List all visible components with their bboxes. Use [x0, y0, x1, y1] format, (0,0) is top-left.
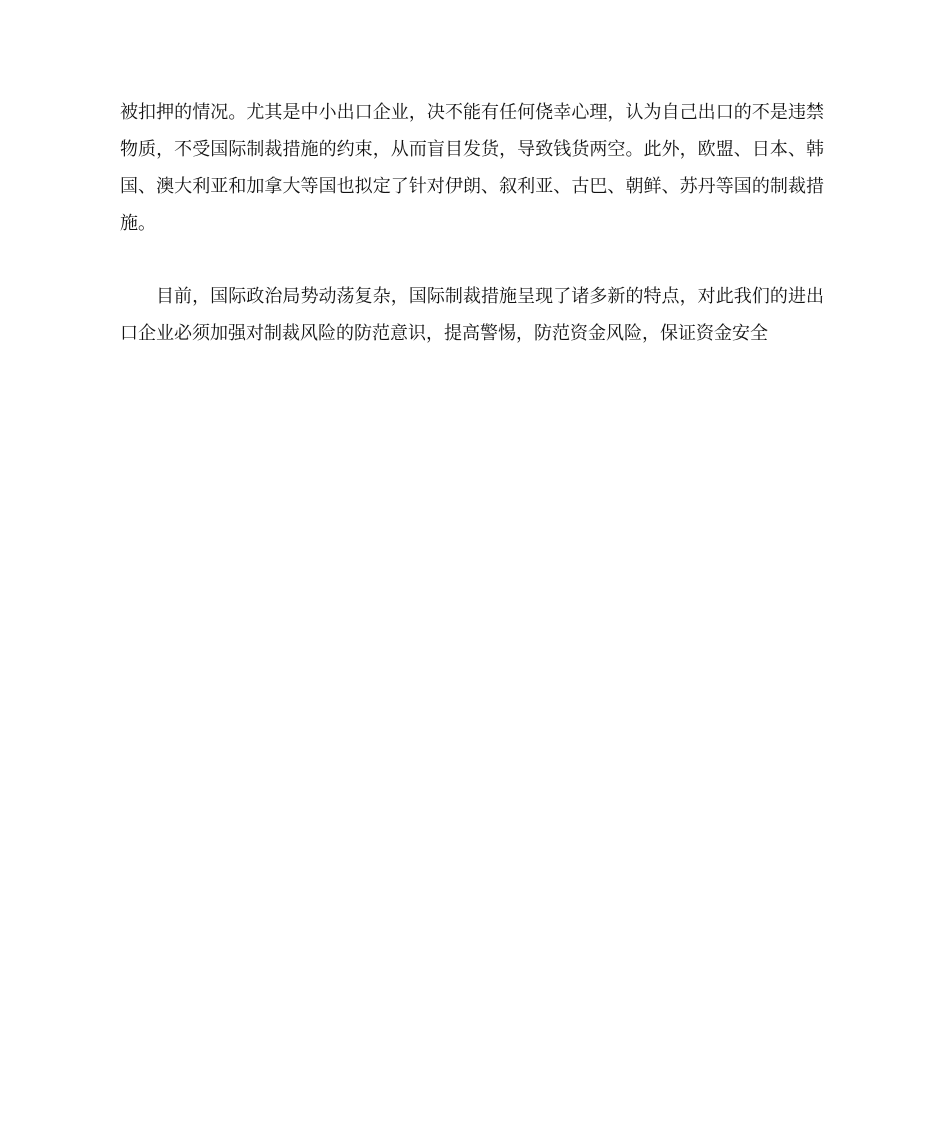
paragraph-conclusion: 目前，国际政治局势动荡复杂，国际制裁措施呈现了诸多新的特点，对此我们的进出口企业必须加强对制裁风险的防范意识，提高警惕，防范资金风险，保证资金安全: [120, 286, 824, 344]
paragraph-continuation: 被扣押的情况。尤其是中小出口企业，决不能有任何侥幸心理，认为自己出口的不是违禁物质，不受国际制裁措施的约束，从而盲目发货，导致钱货两空。此外，欧盟、日本、韩国、澳大利亚和加拿大等国也拟定了针对伊朗、叙利亚、古巴、朝鲜、苏丹等国的制裁措施。: [120, 102, 824, 234]
document-body: [120, 94, 824, 352]
